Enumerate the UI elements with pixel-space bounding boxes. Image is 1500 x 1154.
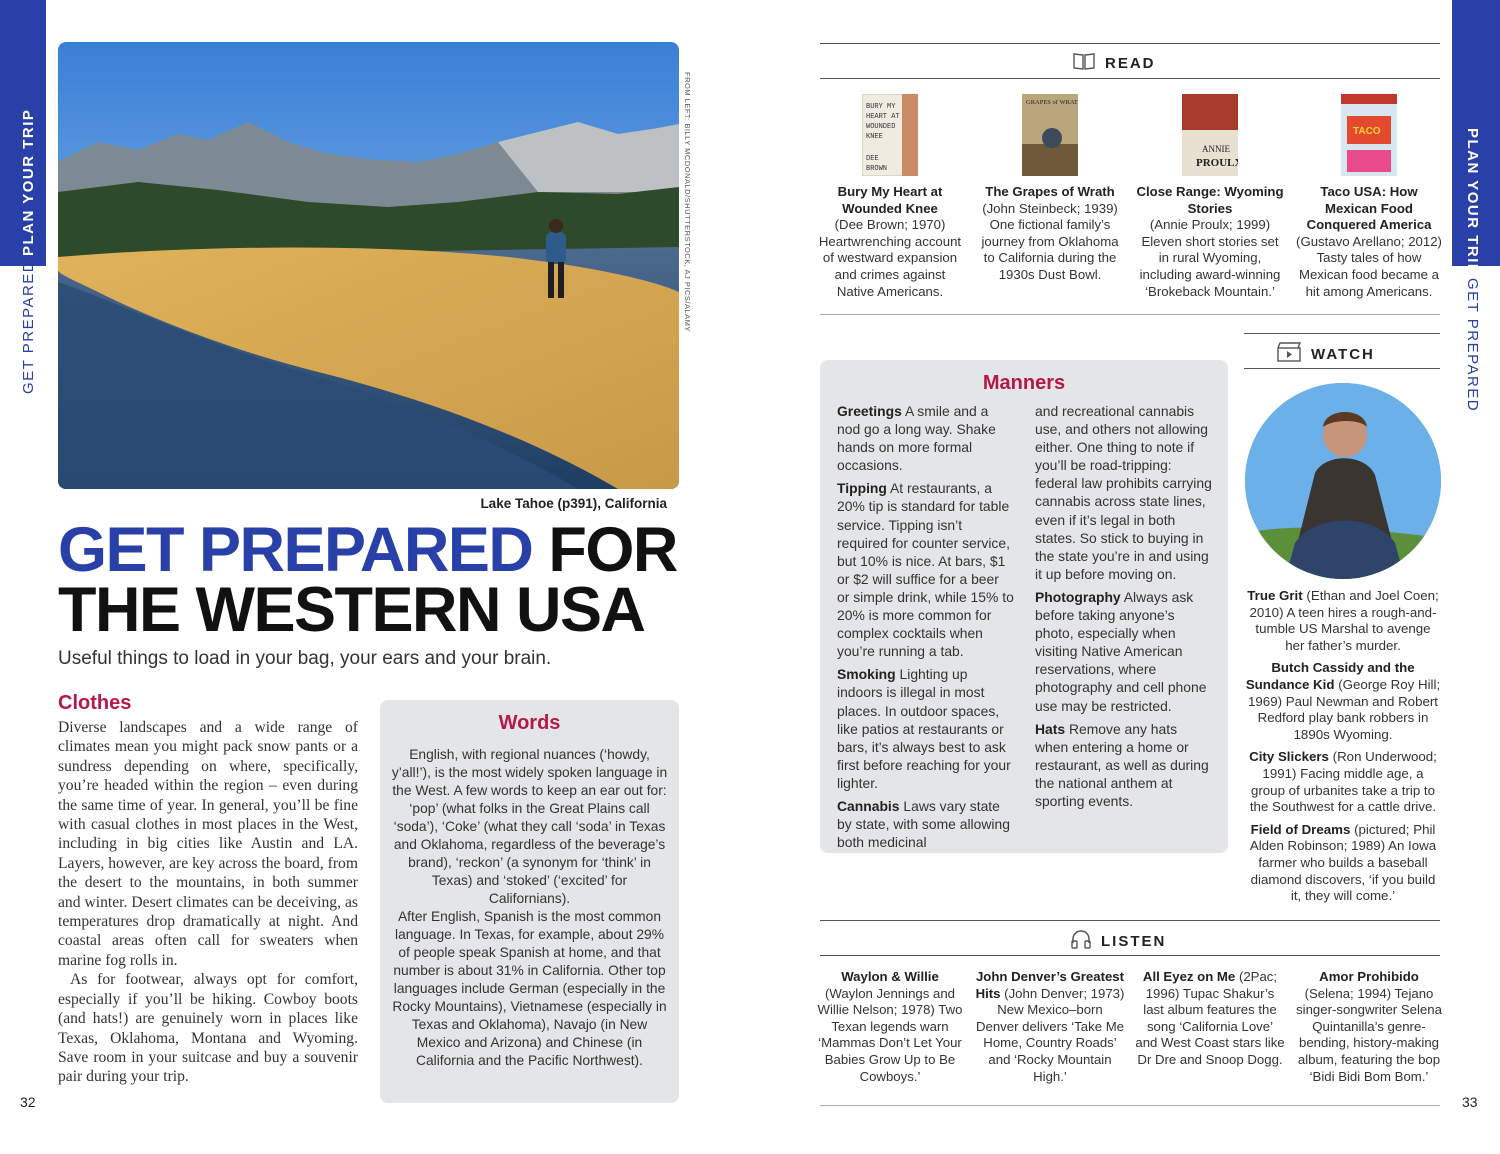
album-detail: (John Denver; 1973) New Mexico–born Denver delivers ‘Take Me Home, Country Roads’ and ‘Rocky Mountain High.’ — [975, 985, 1125, 1084]
film-item — [1244, 660, 1442, 743]
album-title: Amor Prohibido — [1319, 969, 1419, 984]
album-item — [1294, 969, 1444, 1085]
book-item — [975, 94, 1125, 284]
manners-panel — [820, 360, 1228, 853]
book-title: The Grapes of Wrath — [985, 184, 1115, 199]
svg-text:BROWN: BROWN — [866, 165, 888, 173]
watch-heading-label: WATCH — [1311, 345, 1375, 363]
svg-text:PROULX: PROULX — [1196, 157, 1238, 169]
manners-item — [1035, 402, 1213, 583]
manners-item — [837, 797, 1015, 851]
album-detail: (Selena; 1994) Tejano singer-songwriter Selena Quintanilla’s genre-bending, history-making album, featuring the bop ‘Bidi Bidi Bom Bom.’ — [1296, 985, 1442, 1084]
album-item — [975, 969, 1125, 1085]
photo-caption: Lake Tahoe (p391), California — [480, 496, 667, 511]
book-cover — [1022, 94, 1078, 176]
manners-text: Laws vary state by state, with some allowing both medicinal — [837, 797, 1010, 851]
clothes-paragraph: As for footwear, always opt for comfort, especially if you’ll be hiking. Cowboy boots (and hats!) are genuinely worn in places like Texas, Oklahoma, Montana and Wyoming. Save room in your suitcase and buy a souvenir pair during your trip. — [58, 971, 358, 1086]
film-title: Field of Dreams — [1250, 821, 1351, 837]
divider — [820, 314, 1440, 315]
film-item — [1244, 822, 1442, 905]
clothes-paragraph: Diverse landscapes and a wide range of climates mean you might pack snow pants or a sundress depending on where, specifically, you’re headed within the region – even during the same time of year. In general, you’ll be fine with casual clothes in most places in the West, including in big cities like Austin and LA. Layers, however, are key across the board, from the desert to the mountains, in both summer and winter. Desert climates can be deceiving, as temperatures drop dramatically at night. And coastal areas often call for sweaters when marine fog rolls in. — [58, 719, 358, 969]
divider — [1244, 333, 1440, 334]
book-cover — [862, 94, 918, 176]
svg-text:ANNIE: ANNIE — [1202, 144, 1230, 154]
headphones-icon — [1071, 929, 1091, 953]
manners-term: Greetings — [837, 403, 902, 419]
manners-term: Tipping — [837, 480, 887, 497]
manners-item — [1035, 588, 1213, 715]
words-title: Words — [498, 712, 561, 734]
manners-title: Manners — [982, 372, 1066, 394]
book-detail: (Annie Proulx; 1999) Eleven short stories set in rural Wyoming, including award-winning ‘Brokeback Mountain.’ — [1139, 217, 1281, 299]
clapperboard-icon — [1277, 342, 1301, 366]
book-detail: (Gustavo Arellano; 2012) Tasty tales of how Mexican food became a hit among Americans. — [1296, 233, 1442, 299]
manners-term: Photography — [1035, 588, 1121, 605]
film-detail: (pictured; Phil Alden Robinson; 1989) An Iowa farmer who builds a baseball diamond discovers, ‘if you build it, they will come.’ — [1249, 821, 1437, 904]
album-title: John Denver’s Greatest Hits — [975, 969, 1125, 1001]
side-tab-right-section: GET PREPARED — [1464, 278, 1481, 413]
album-detail: (2Pac; 1996) Tupac Shakur’s last album features the song ‘California Love’ and West Coast stars like Dr Dre and Snoop Dogg. — [1135, 969, 1285, 1067]
manners-text: and recreational cannabis use, and others not allowing either. One thing to note if you’ll be road-tripping: federal law prohibits carrying cannabis across state lines, even if it’s legal in both states. So stick to buying in the state you’re in and using it up before moving on. — [1035, 403, 1212, 582]
svg-text:WOUNDED: WOUNDED — [866, 123, 896, 131]
manners-text: A smile and a nod go a long way. Shake hands on more formal occasions. — [837, 403, 996, 474]
manners-text: Lighting up indoors is illegal in most places. In outdoor spaces, like patios at restaurants or bars, it’s always best to ask first before reaching for your lighter. — [837, 666, 1011, 791]
page-subtitle: Useful things to load in your bag, your ears and your brain. — [58, 648, 552, 669]
book-icon — [1073, 52, 1095, 74]
svg-text:GRAPES of WRATH: GRAPES of WRATH — [1026, 99, 1078, 106]
film-item — [1244, 588, 1442, 654]
film-detail: (Ron Underwood; 1991) Facing middle age, a group of urbanites take a trip to the Southwest for a cattle drive. — [1249, 749, 1437, 815]
words-body — [390, 746, 669, 1070]
divider — [820, 78, 1440, 79]
book-detail: (Dee Brown; 1970) Heartwrenching account of westward expansion and crimes against Native Americans. — [818, 217, 962, 299]
divider — [820, 1105, 1440, 1106]
divider — [820, 920, 1440, 921]
listen-heading-label: LISTEN — [1101, 932, 1167, 950]
book-cover — [1182, 94, 1238, 176]
manners-item — [837, 665, 1015, 792]
film-detail: (Ethan and Joel Coen; 2010) A teen hires a rough-and-tumble US Marshal to avenge her father’s murder. — [1249, 588, 1439, 653]
watch-list — [1244, 588, 1442, 911]
manners-column-left — [837, 402, 1015, 856]
book-title: Bury My Heart at Wounded Knee — [837, 184, 943, 216]
divider — [820, 43, 1440, 44]
manners-text: Always ask before taking anyone’s photo, especially when visiting Native American reservations, where photography and cell phone use may be restricted. — [1035, 588, 1207, 714]
manners-text: Remove any hats when entering a home or restaurant, as well as during the national anthem at sporting events. — [1035, 720, 1209, 809]
page-number-left: 32 — [20, 1094, 36, 1110]
album-item — [1135, 969, 1285, 1069]
film-title: True Grit — [1247, 588, 1303, 603]
field-of-dreams-photo — [1245, 383, 1441, 579]
manners-column-right — [1035, 402, 1213, 815]
svg-text:TACO: TACO — [1353, 126, 1381, 137]
words-paragraph: After English, Spanish is the most common language. In Texas, for example, about 29% of people speak Spanish at home, and that number is about 31% in California. Other top languages include German (especially in the Rocky Mountains), Vietnamese (especially in Texas and Oklahoma), Navajo (in New Mexico and Arizona) and Chinese (in California and the Pacific Northwest). — [392, 909, 667, 1068]
read-heading-label: READ — [1105, 54, 1156, 72]
clothes-body — [58, 718, 358, 1087]
page-title-highlight: GET PREPARED — [58, 515, 533, 585]
book-item — [1135, 94, 1285, 300]
manners-term: Hats — [1035, 720, 1066, 737]
film-title: Butch Cassidy and the Sundance Kid — [1245, 660, 1415, 692]
divider — [1244, 368, 1440, 369]
book-item — [1294, 94, 1444, 300]
page-number-right: 33 — [1462, 1094, 1478, 1110]
manners-item — [837, 402, 1015, 474]
manners-term: Smoking — [837, 666, 896, 683]
words-panel — [380, 700, 679, 1103]
clothes-title: Clothes — [58, 692, 132, 714]
book-title: Taco USA: How Mexican Food Conquered America — [1306, 184, 1432, 233]
book-detail: (John Steinbeck; 1939) One fictional family’s journey from Oklahoma to California during the 1930s Dust Bowl. — [981, 200, 1119, 282]
listen-heading — [1071, 929, 1166, 953]
svg-text:HEART AT: HEART AT — [866, 113, 900, 121]
film-detail: (George Roy Hill; 1969) Paul Newman and Robert Redford play bank robbers in 1890s Wyoming. — [1248, 676, 1441, 742]
manners-text: At restaurants, a 20% tip is standard for table service. Tipping isn’t required for counter service, but 10% is nice. At bars, $1 or $2 will suffice for a beer or simple drink, while 15% to 20% is more common for complex cocktails when you’re running a tab. — [837, 480, 1014, 660]
words-paragraph: English, with regional nuances (‘howdy, y’all!’), is the most widely spoken language in the West. A few words to keep an ear out for: ‘pop’ (what folks in the Great Plains call ‘soda’), ‘Coke’ (what they call ‘soda’ in Texas and Oklahoma, regardless of the beverage’s brand), ‘reckon’ (a synonym for ‘think’ in Texas) and ‘stoked’ (‘excited’ for Californians). — [391, 747, 668, 906]
manners-item — [1035, 720, 1213, 810]
read-heading — [1073, 52, 1156, 74]
svg-text:DEE: DEE — [866, 155, 879, 163]
side-tab-right-label: PLAN YOUR TRIP — [1464, 128, 1481, 276]
book-cover — [1341, 94, 1397, 176]
page-title-part-2: THE WESTERN USA — [58, 575, 645, 645]
watch-heading — [1277, 342, 1375, 366]
photo-credit: FROM LEFT: BILLY MCDONALD/SHUTTERSTOCK, AJ PICS/ALAMY — [683, 72, 692, 332]
svg-text:BURY MY: BURY MY — [866, 103, 896, 111]
manners-term: Cannabis — [837, 797, 900, 814]
manners-item — [837, 479, 1015, 660]
page-title-part-1: FOR — [548, 515, 677, 585]
film-title: City Slickers — [1249, 749, 1329, 765]
album-detail: (Waylon Jennings and Willie Nelson; 1978) Two Texan legends warn ‘Mammas Don’t Let Your Babies Grow Up to Be Cowboys.’ — [817, 985, 963, 1084]
book-item — [815, 94, 965, 300]
film-item — [1244, 749, 1442, 815]
svg-text:KNEE: KNEE — [866, 133, 883, 141]
book-title: Close Range: Wyoming Stories — [1136, 184, 1284, 216]
album-title: All Eyez on Me — [1142, 969, 1236, 984]
album-item — [815, 969, 965, 1085]
page-title — [58, 515, 698, 645]
side-tab-left-label: PLAN YOUR TRIP — [20, 108, 37, 256]
side-tab-left-section: GET PREPARED — [20, 259, 37, 394]
lake-tahoe-photo — [58, 42, 679, 489]
divider — [820, 955, 1440, 956]
album-title: Waylon & Willie — [841, 969, 939, 984]
